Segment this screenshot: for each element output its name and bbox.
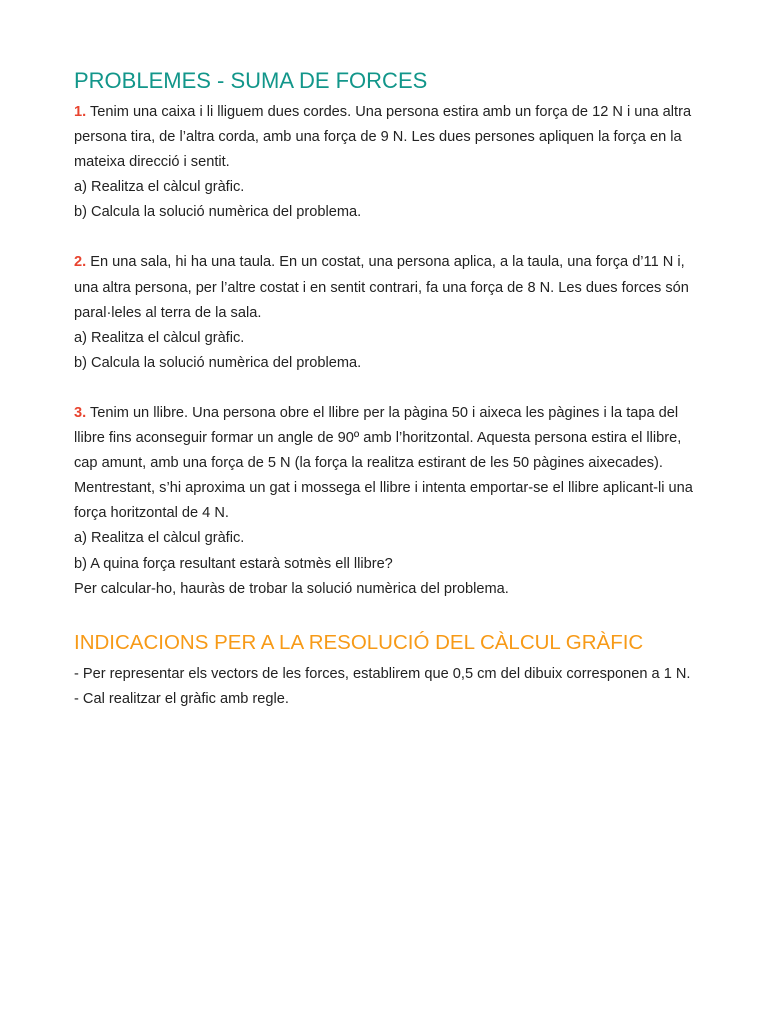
- page-title: PROBLEMES - SUMA DE FORCES: [74, 68, 428, 93]
- problem-item: a) Realitza el càlcul gràfic.: [74, 329, 245, 346]
- problem-item: a) Realitza el càlcul gràfic.: [74, 179, 245, 196]
- problem-statement: [74, 100, 700, 175]
- problem-statement: [74, 250, 700, 325]
- problem-2: [74, 250, 700, 375]
- problem-text: Tenim un llibre. Una persona obre el llibre per la pàgina 50 i aixeca les pàgines i la tapa del llibre fins aconseguir formar un angle de 90º amb l’horitzontal. Aquesta persona estira el llibre, cap amunt, amb una força de 5 N (la força la realitza estirant de les 50 pàgines aixecades). Mentrestant, s’hi aproxima un gat i mossega el llibre i intenta emportar-se el llibre aplicant-li una força horitzontal de 4 N.: [74, 404, 693, 522]
- problem-item: a) Realitza el càlcul gràfic.: [74, 530, 245, 547]
- indication-item: - Per representar els vectors de les forces, establirem que 0,5 cm del dibuix corresponen a 1 N.: [74, 665, 691, 682]
- problem-item: Per calcular-ho, hauràs de trobar la solució numèrica del problema.: [74, 580, 509, 597]
- problem-item: b) Calcula la solució numèrica del problema.: [74, 204, 362, 221]
- indications-list: [74, 662, 700, 712]
- problem-number: 1.: [74, 104, 87, 120]
- problem-text: Tenim una caixa i li lliguem dues cordes. Una persona estira amb un força de 12 N i una altra persona tira, de l’altra corda, amb una força de 9 N. Les dues persones apliquen la força en la mateixa direcció i sentit.: [74, 104, 692, 171]
- indications-title: INDICACIONS PER A LA RESOLUCIÓ DEL CÀLCUL GRÀFIC: [74, 630, 644, 654]
- document-content: [74, 66, 700, 712]
- problem-1: [74, 100, 700, 225]
- indication-item: - Cal realitzar el gràfic amb regle.: [74, 690, 289, 707]
- problem-number: 2.: [74, 254, 87, 271]
- problem-statement: [74, 401, 700, 526]
- problem-3: [74, 401, 700, 602]
- problem-text: En una sala, hi ha una taula. En un costat, una persona aplica, a la taula, una força d’11 N i, una altra persona, per l’altre costat i en sentit contrari, fa una força de 8 N. Les dues forces són paral·leles al terra de la sala.: [74, 254, 689, 321]
- problem-item: b) A quina força resultant estarà sotmès ell llibre?: [74, 555, 393, 572]
- problem-number: 3.: [74, 404, 87, 421]
- problem-item: b) Calcula la solució numèrica del problema.: [74, 354, 362, 371]
